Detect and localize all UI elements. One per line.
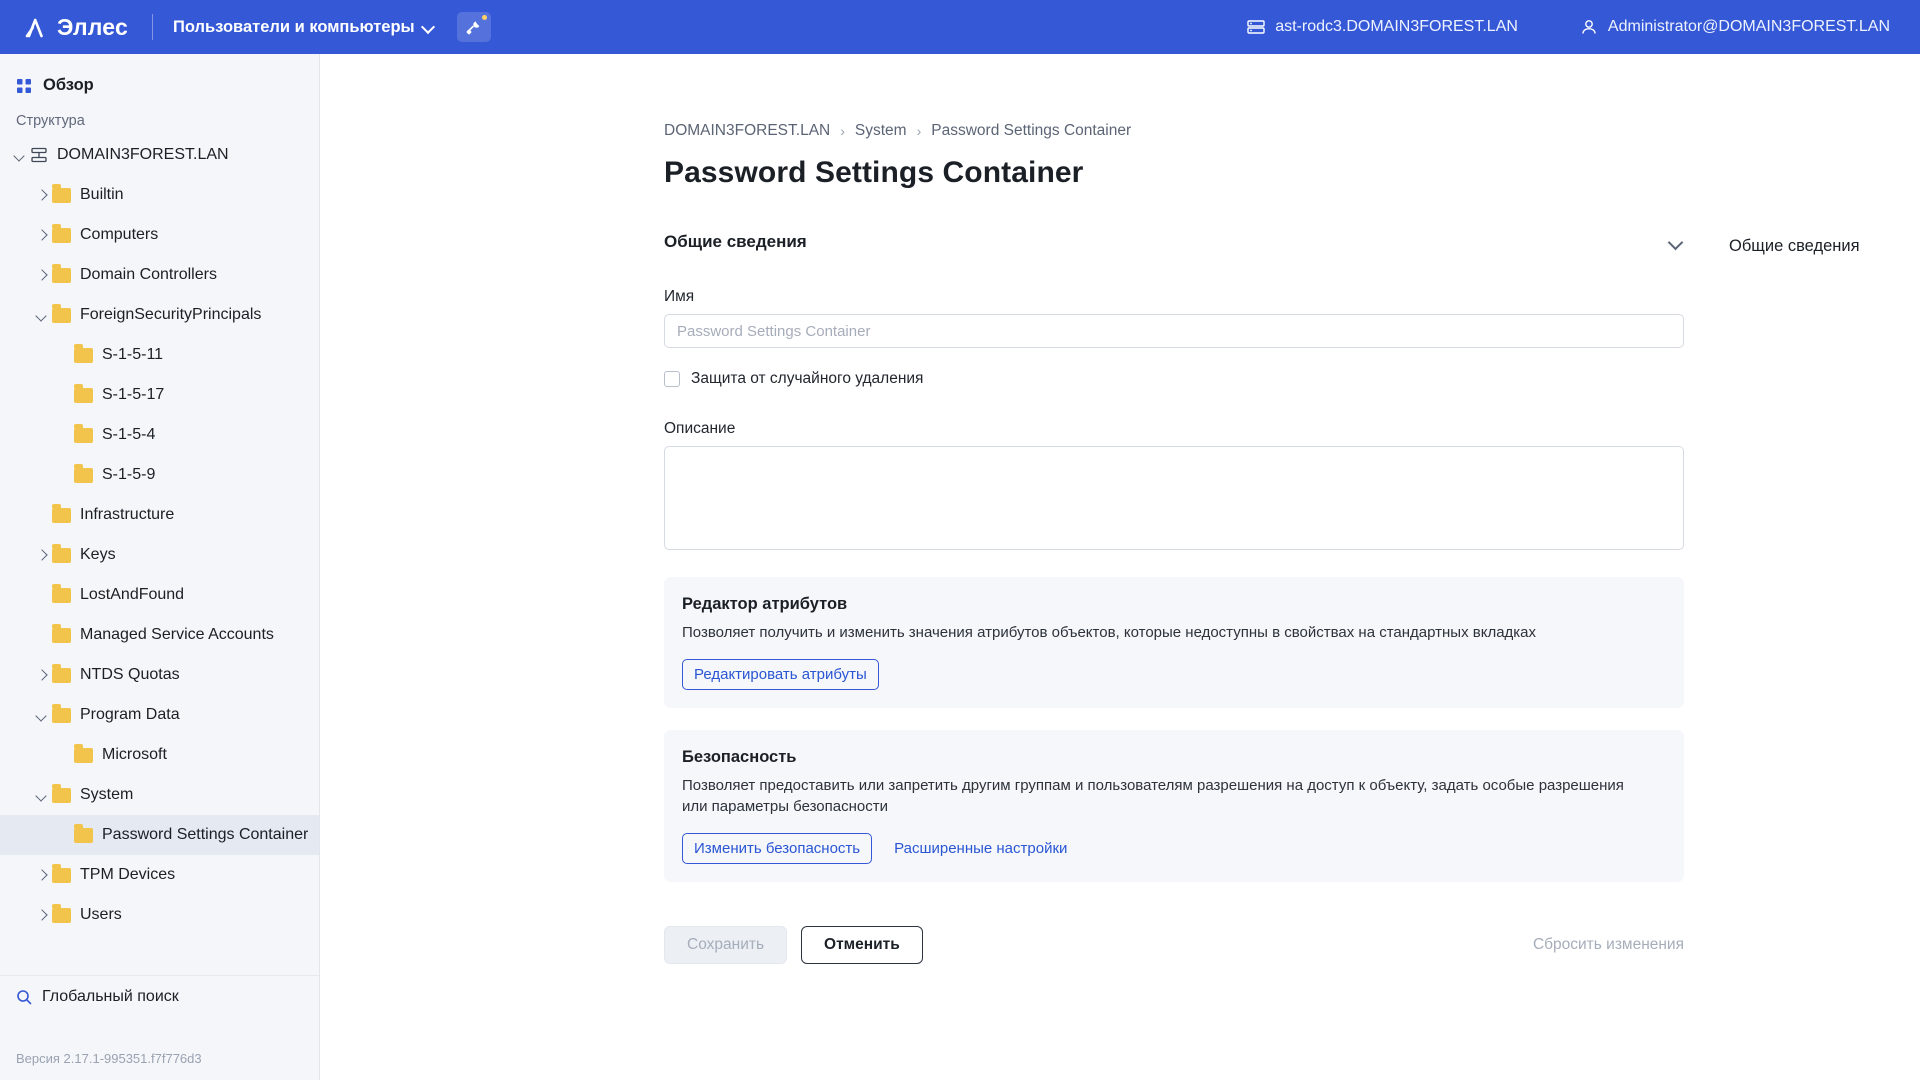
body <box>0 54 1920 1080</box>
top-bar <box>0 0 1920 54</box>
breadcrumb-item-2[interactable]: Password Settings Container <box>931 122 1132 139</box>
tree-node-label: NTDS Quotas <box>80 666 180 683</box>
security-actions <box>682 833 1666 864</box>
global-search-label: Глобальный поиск <box>42 988 179 1005</box>
change-security-button[interactable]: Изменить безопасность <box>682 833 872 864</box>
folder-icon <box>52 508 71 523</box>
section-general-title: Общие сведения <box>664 232 807 251</box>
tree-node-label: Builtin <box>80 186 124 203</box>
brand-name: Эллес <box>57 13 128 40</box>
server-name: ast-rodc3.DOMAIN3FOREST.LAN <box>1275 18 1518 35</box>
tree-node[interactable] <box>0 855 319 895</box>
chevron-down-icon[interactable] <box>8 151 30 160</box>
main-content <box>320 54 1920 1080</box>
tree-node-label: Computers <box>80 226 159 243</box>
tree-node-label: Managed Service Accounts <box>80 626 274 643</box>
tree-node[interactable] <box>0 335 319 375</box>
user-name: Administrator@DOMAIN3FOREST.LAN <box>1607 18 1890 35</box>
nav-label: Пользователи и компьютеры <box>173 17 415 36</box>
edit-attributes-button[interactable]: Редактировать атрибуты <box>682 659 879 690</box>
folder-icon <box>52 628 71 643</box>
folder-icon <box>74 428 93 443</box>
section-general-header[interactable] <box>664 232 1684 256</box>
server-icon <box>1247 19 1265 35</box>
tree-node[interactable] <box>0 295 319 335</box>
tree-node[interactable] <box>0 735 319 775</box>
tree-node-label: Microsoft <box>102 746 167 763</box>
chevron-right-icon[interactable] <box>30 671 52 680</box>
user-icon <box>1580 18 1598 36</box>
server-indicator[interactable] <box>1247 18 1518 36</box>
chevron-right-icon[interactable] <box>30 551 52 560</box>
tree-node-label: S-1-5-9 <box>102 466 156 483</box>
tree-node[interactable] <box>0 535 319 575</box>
tree-node[interactable] <box>0 415 319 455</box>
tree-node-root[interactable] <box>0 135 319 175</box>
tree-node-label: S-1-5-11 <box>102 346 164 363</box>
global-search[interactable] <box>0 975 319 1018</box>
chevron-right-icon[interactable] <box>30 911 52 920</box>
content-row <box>664 232 1920 964</box>
cancel-button[interactable]: Отменить <box>801 926 923 964</box>
tree-node[interactable] <box>0 575 319 615</box>
sidebar-overview-label: Обзор <box>43 76 94 94</box>
page-title: Password Settings Container <box>664 156 1084 189</box>
breadcrumb-separator-icon: › <box>840 123 845 139</box>
tree-node[interactable] <box>0 615 319 655</box>
tree-node-label: LostAndFound <box>80 586 185 603</box>
name-input[interactable] <box>664 314 1684 348</box>
tree-node[interactable] <box>0 815 319 855</box>
protect-from-deletion-checkbox[interactable] <box>664 371 680 387</box>
folder-icon <box>52 268 71 283</box>
folder-icon <box>52 788 71 803</box>
security-text: Позволяет предоставить или запретить другим группам и пользователям разрешения на доступ к объекту, задать особые разрешения или параметры безопасности <box>682 777 1624 815</box>
tree-node[interactable] <box>0 255 319 295</box>
folder-icon <box>52 668 71 683</box>
lambda-logo-icon <box>22 14 48 40</box>
folder-icon <box>52 588 71 603</box>
search-icon <box>16 989 32 1005</box>
tree-node-label: Keys <box>80 546 116 563</box>
domain-icon <box>30 147 48 163</box>
chevron-right-icon[interactable] <box>30 271 52 280</box>
chevron-down-icon[interactable] <box>30 791 52 800</box>
folder-icon <box>52 548 71 563</box>
tree-node[interactable] <box>0 375 319 415</box>
aside-general-title[interactable]: Общие сведения <box>1729 237 1860 255</box>
folder-icon <box>74 388 93 403</box>
tree-node-label: System <box>80 786 134 803</box>
folder-icon <box>74 348 93 363</box>
tree-node[interactable] <box>0 655 319 695</box>
security-card <box>664 730 1684 882</box>
chevron-down-icon <box>423 21 435 33</box>
protect-from-deletion-label: Защита от случайного удаления <box>691 370 924 387</box>
main-inner <box>320 122 1920 964</box>
tree-node[interactable] <box>0 695 319 735</box>
chevron-down-icon[interactable] <box>30 711 52 720</box>
brand[interactable] <box>22 14 128 41</box>
tree-node-label: Infrastructure <box>80 506 175 523</box>
name-label: Имя <box>664 288 695 305</box>
tree-node[interactable] <box>0 495 319 535</box>
chevron-right-icon[interactable] <box>30 871 52 880</box>
protect-from-deletion-row[interactable] <box>664 370 1684 388</box>
description-label: Описание <box>664 420 736 437</box>
sidebar <box>0 54 320 1080</box>
folder-icon <box>52 228 71 243</box>
security-title: Безопасность <box>682 748 797 767</box>
chevron-down-icon[interactable] <box>1670 235 1684 249</box>
tree-node[interactable] <box>0 215 319 255</box>
folder-icon <box>52 868 71 883</box>
chevron-down-icon[interactable] <box>30 311 52 320</box>
tools-icon <box>465 18 483 36</box>
aside-column <box>1729 232 1860 964</box>
chevron-right-icon[interactable] <box>30 231 52 240</box>
notification-dot-icon <box>482 15 487 20</box>
folder-icon <box>74 468 93 483</box>
tree-node[interactable] <box>0 895 319 935</box>
attribute-editor-actions <box>682 659 1666 690</box>
breadcrumb <box>664 122 1920 140</box>
reset-changes-link[interactable]: Сбросить изменения <box>1532 935 1684 953</box>
tree-node-label: S-1-5-17 <box>102 386 165 403</box>
attribute-editor-title: Редактор атрибутов <box>682 595 848 613</box>
attribute-editor-text: Позволяет получить и изменить значения атрибутов объектов, которые недоступны в свойствах на стандартных вкладках <box>682 624 1537 641</box>
save-button[interactable]: Сохранить <box>664 926 787 964</box>
description-textarea[interactable] <box>664 446 1684 550</box>
tree-node[interactable] <box>0 455 319 495</box>
attribute-editor-card <box>664 577 1684 708</box>
folder-icon <box>74 748 93 763</box>
breadcrumb-item-1[interactable]: System <box>854 122 907 139</box>
tree <box>0 133 319 935</box>
tree-node[interactable] <box>0 775 319 815</box>
advanced-settings-link[interactable]: Расширенные настройки <box>894 834 1067 863</box>
form-column <box>664 232 1684 964</box>
sidebar-structure-caption: Структура <box>16 113 85 129</box>
footer-actions <box>664 926 1684 964</box>
tree-node-label: S-1-5-4 <box>102 426 156 443</box>
chevron-right-icon[interactable] <box>30 191 52 200</box>
folder-icon <box>52 308 71 323</box>
grid-icon <box>16 78 32 94</box>
nav-users-and-computers[interactable] <box>173 18 435 37</box>
breadcrumb-item-0[interactable]: DOMAIN3FOREST.LAN <box>664 122 831 139</box>
app-version: Версия 2.17.1-995351.f7f776d3 <box>16 1051 202 1066</box>
folder-icon <box>74 828 93 843</box>
tree-node-label: TPM Devices <box>80 866 176 883</box>
tree-node-label: Password Settings Container <box>102 826 309 843</box>
tree-node-label: Domain Controllers <box>80 266 217 283</box>
topbar-divider <box>152 14 153 40</box>
tree-node[interactable] <box>0 175 319 215</box>
folder-icon <box>52 188 71 203</box>
tree-node-label: ForeignSecurityPrincipals <box>80 306 262 323</box>
tree-node-label: DOMAIN3FOREST.LAN <box>57 146 229 163</box>
sidebar-item-overview[interactable] <box>0 66 319 105</box>
tree-node-label: Program Data <box>80 706 180 723</box>
breadcrumb-separator-icon: › <box>916 123 922 139</box>
folder-icon <box>52 908 71 923</box>
tree-node-label: Users <box>80 906 122 923</box>
folder-icon <box>52 708 71 723</box>
tools-badge-icon[interactable] <box>457 12 491 42</box>
user-indicator[interactable] <box>1580 18 1890 36</box>
